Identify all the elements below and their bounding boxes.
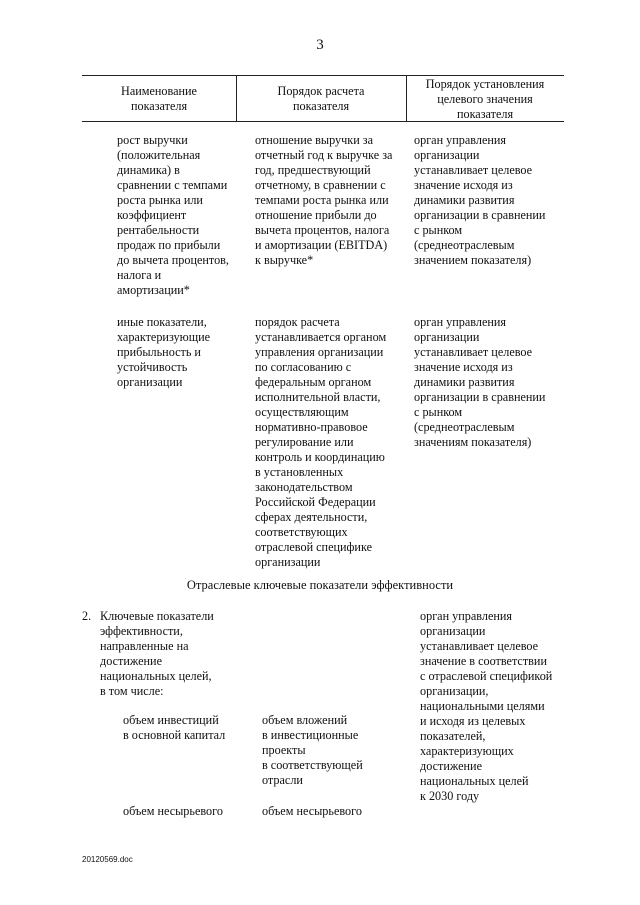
item2-sub1-name: объем инвестиций в основной капитал <box>123 713 226 742</box>
row2-target: орган управления организации устанавливает целевое значение исходя из динамики развития организации в сравнении с рынком (среднеотраслевым значениям показателя) <box>414 315 546 449</box>
row2-indicator-name: иные показатели, характеризующие прибыльность и устойчивость организации <box>117 315 211 389</box>
header-col-calculation: Порядок расчета показателя <box>277 84 365 113</box>
row1-target: орган управления организации устанавливает целевое значение исходя из динамики развития организации в сравнении с рынком (среднеотраслевым значением показателя) <box>414 133 546 267</box>
item2-number: 2. <box>82 609 92 623</box>
header-col-name: Наименование показателя <box>121 84 197 113</box>
item2-target: орган управления организации устанавливает целевое значение в соответствии с отраслевой спецификой организации, национальными целями и исходя из целевых показателей, характеризующих достижение национальных целей к 2030 году <box>420 609 553 803</box>
item2-sub1-calculation: объем вложений в инвестиционные проекты в соответствующей отрасли <box>262 713 363 787</box>
header-top-rule <box>82 75 564 76</box>
row1-calculation: отношение выручки за отчетный год к выручке за год, предшествующий отчетному, в сравнении с темпами роста рынка или отношение прибыли до вычета процентов, налога и амортизации (EBITDA) к выручке* <box>255 133 393 267</box>
item2-sub2-calculation: объем несырьевого <box>262 804 362 818</box>
item2-sub2-name: объем несырьевого <box>123 804 223 818</box>
header-col-target: Порядок установления целевого значения показателя <box>425 77 545 121</box>
section-title: Отраслевые ключевые показатели эффективности <box>186 578 454 592</box>
footer-filename: 20120569.doc <box>82 855 133 864</box>
row1-indicator-name: рост выручки (положительная динамика) в сравнении с темпами роста рынка или коэффициент рентабельности продаж по прибыли до вычета процентов, налога и амортизации* <box>117 133 229 297</box>
row2-calculation: порядок расчета устанавливается органом управления организации по согласованию с федеральным органом исполнительной власти, осуществляющим нормативно-правовое регулирование или контроль и координацию в установленных законодательством Российской Федерации сферах деятельности, соответствующих отраслевой специфике организации <box>255 315 387 569</box>
item2-indicator-name: Ключевые показатели эффективности, направленные на достижение национальных целей, в том числе: <box>100 609 214 698</box>
page-number: 3 <box>316 37 324 53</box>
